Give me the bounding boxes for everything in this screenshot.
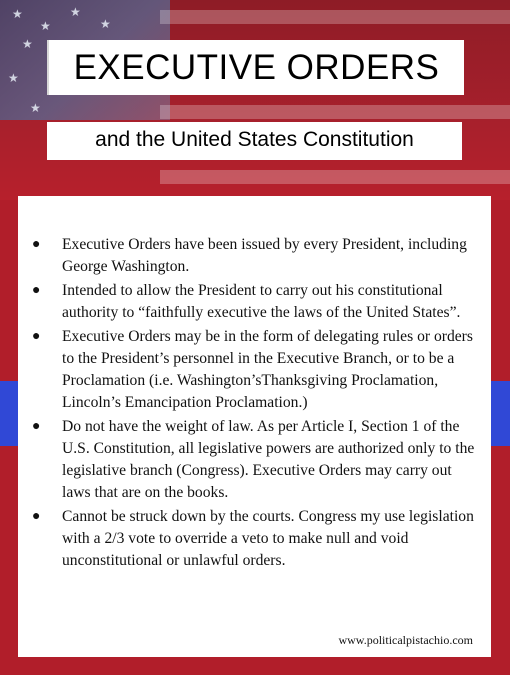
list-item-text: Executive Orders have been issued by every President, including George Washington. (62, 236, 467, 275)
page-subtitle: and the United States Constitution (95, 128, 414, 151)
website-url: www.politicalpistachio.com (338, 633, 473, 647)
flag-stripe (160, 10, 510, 24)
list-item-text: Intended to allow the President to carry out his constitutional authority to “faithfully executive the laws of the United States”. (62, 282, 461, 321)
list-item (32, 416, 482, 504)
bullet-icon: ● (32, 329, 41, 344)
star-icon: ★ (70, 5, 81, 19)
subtitle-box (47, 122, 462, 160)
star-icon: ★ (30, 101, 41, 115)
star-icon: ★ (100, 17, 111, 31)
bullet-list (32, 234, 482, 574)
list-item-text: Cannot be struck down by the courts. Congress my use legislation with a 2/3 vote to override a veto to make null and void unconstitutional or unlawful orders. (62, 508, 474, 569)
star-icon: ★ (8, 71, 19, 85)
flag-stripe (160, 170, 510, 184)
list-item (32, 234, 482, 278)
content-panel (18, 196, 491, 657)
bullet-icon: ● (32, 237, 41, 252)
bullet-icon: ● (32, 509, 41, 524)
list-item (32, 326, 482, 414)
list-item (32, 506, 482, 572)
flag-stripe (160, 105, 510, 119)
list-item-text: Do not have the weight of law. As per Article I, Section 1 of the U.S. Constitution, all legislative powers are authorized only to the legislative branch (Congress). Executive Orders may carry out laws that are on the books. (62, 418, 475, 501)
star-icon: ★ (40, 19, 51, 33)
star-icon: ★ (22, 37, 33, 51)
title-box (47, 40, 464, 95)
list-item-text: Executive Orders may be in the form of delegating rules or orders to the President’s personnel in the Executive Branch, or to be a Proclamation (i.e. Washington’sThanksgiving Proclamation, Lincoln’s Emancipation Proclamation.) (62, 328, 473, 411)
star-icon: ★ (12, 7, 23, 21)
bullet-icon: ● (32, 419, 41, 434)
list-item (32, 280, 482, 324)
bullet-icon: ● (32, 283, 41, 298)
page-title: EXECUTIVE ORDERS (73, 48, 440, 87)
